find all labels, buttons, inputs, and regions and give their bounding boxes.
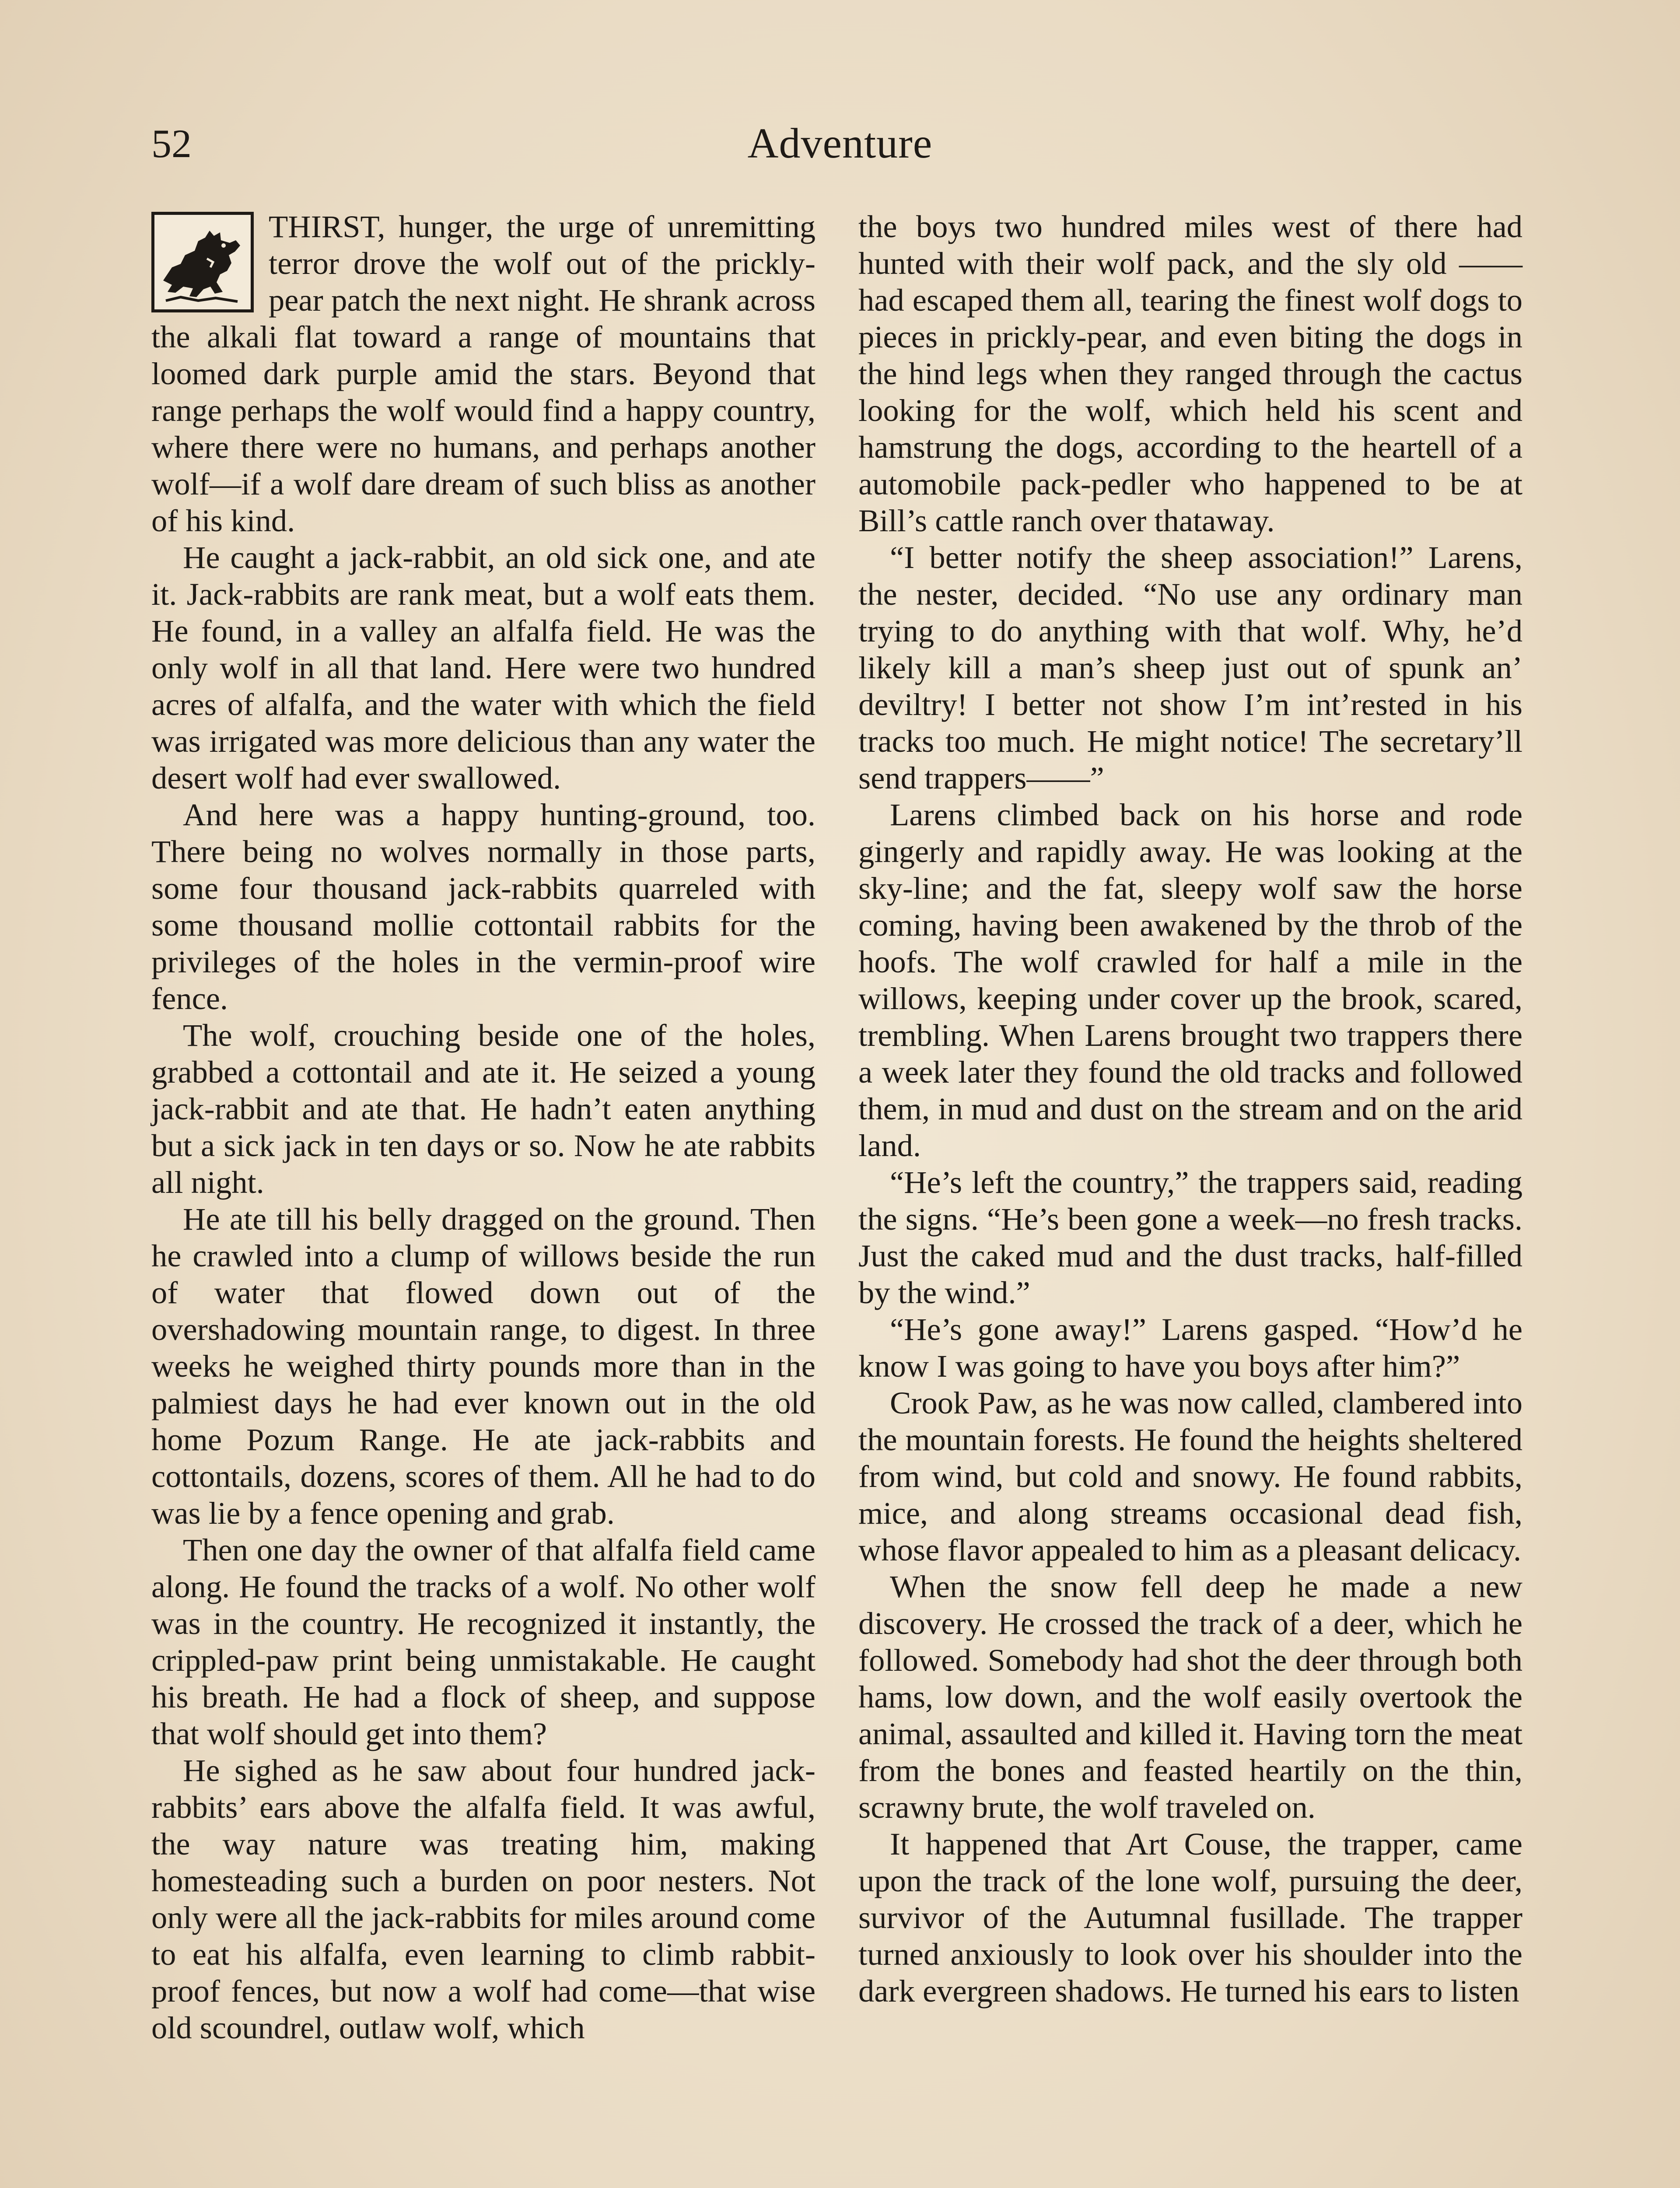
paragraph xyxy=(151,208,816,539)
opening-word: THIRST, xyxy=(269,209,385,244)
running-title: Adventure xyxy=(747,120,933,167)
paragraph: When the snow fell deep he made a new discovery. He crossed the track of a deer, which he followed. Somebody had shot the deer through both hams, low down, and the wolf easily overtook the animal, assaulted and killed it. Having torn the meat from the bones and feasted heartily on the thin, scrawny brute, the wolf traveled on. xyxy=(858,1569,1522,1825)
right-column xyxy=(858,208,1522,2009)
paragraph: Crook Paw, as he was now called, clambered into the mountain forests. He found the heights sheltered from wind, but cold and snowy. He found rabbits, mice, and along streams occasional dead fish, whose flavor appealed to him as a pleasant delicacy. xyxy=(858,1385,1522,1567)
paragraph: It happened that Art Couse, the trapper, came upon the track of the lone wolf, pursuing the deer, survivor of the Autumnal fusillade. The trapper turned anxiously to look over his shoulder into the dark evergreen shadows. He turned his ears to listen xyxy=(858,1826,1522,2009)
paragraph: “He’s gone away!” Larens gasped. “How’d he know I was going to have you boys after him?” xyxy=(858,1311,1522,1384)
paragraph: He ate till his belly dragged on the ground. Then he crawled into a clump of willows beside the run of water that flowed down out of the overshadowing mountain range, to digest. In three weeks he weighed thirty pounds more than in the palmiest days he had ever known out in the old home Pozum Range. He ate jack-rabbits and cottontails, dozens, scores of them. All he had to do was lie by a fence opening and grab. xyxy=(151,1201,816,1531)
paragraph: “I better notify the sheep association!” Larens, the nester, decided. “No use any ordinary man trying to do anything with that wolf. Why, he’d likely kill a man’s sheep just out of spunk an’ deviltry! I better not show I’m int’rested in his tracks too much. He might notice! The secretary’ll send trappers——” xyxy=(858,540,1522,796)
paragraph: He caught a jack-rabbit, an old sick one, and ate it. Jack-rabbits are rank meat, but a wolf eats them. He found, in a valley an alfalfa field. He was the only wolf in all that land. Here were two hundred acres of alfalfa, and the water with which the field was irrigated was more delicious than any water the desert wolf had ever swallowed. xyxy=(151,540,816,796)
paragraph: the boys two hundred miles west of there had hunted with their wolf pack, and the sly old —— had escaped them all, tearing the finest wolf dogs to pieces in prickly-pear, and even biting the dogs in the hind legs when they ranged through the cactus looking for the wolf, which held his scent and hamstrung the dogs, according to the heartell of a automobile pack-pedler who happened to be at Bill’s cattle ranch over thataway. xyxy=(858,209,1522,538)
paragraph: Then one day the owner of that alfalfa field came along. He found the tracks of a wolf. No other wolf was in the country. He recognized it instantly, the crippled-paw print being unmistakable. He caught his breath. He had a flock of sheep, and suppose that wolf should get into them? xyxy=(151,1532,816,1751)
wolf-icon xyxy=(151,212,254,312)
paragraph: He sighed as he saw about four hundred jack-rabbits’ ears above the alfalfa field. It was awful, the way nature was treating him, making homesteading such a burden on poor nesters. Not only were all the jack-rabbits for miles around come to eat his alfalfa, even learning to climb rabbit-proof fences, but now a wolf had come—that wise old scoundrel, outlaw wolf, which xyxy=(151,1753,816,2045)
paragraph: “He’s left the country,” the trappers said, reading the signs. “He’s been gone a week—no fresh tracks. Just the caked mud and the dust tracks, half-filled by the wind.” xyxy=(858,1164,1522,1310)
page-number: 52 xyxy=(151,121,192,166)
paragraph: Larens climbed back on his horse and rode gingerly and rapidly away. He was looking at the sky-line; and the fat, sleepy wolf saw the horse coming, having been awakened by the throb of the hoofs. The wolf crawled for half a mile in the willows, keeping under cover up the brook, scared, trembling. When Larens brought two trappers there a week later they found the old tracks and followed them, in mud and dust on the stream and on the arid land. xyxy=(858,797,1522,1163)
left-column xyxy=(151,208,816,2046)
paragraph: The wolf, crouching beside one of the holes, grabbed a cottontail and ate it. He seized a young jack-rabbit and ate that. He hadn’t eaten anything but a sick jack in ten days or so. Now he ate rabbits all night. xyxy=(151,1017,816,1200)
page-header xyxy=(151,117,1529,170)
paragraph: And here was a happy hunting-ground, too. There being no wolves normally in those parts, some four thousand jack-rabbits quarreled with some thousand mollie cottontail rabbits for the privileges of the holes in the vermin-proof wire fence. xyxy=(151,797,816,1016)
opening-text: hunger, the urge of unremitting terror drove the wolf out of the prickly-pear patch the next night. He shrank across the alkali flat toward a range of mountains that loomed dark purple amid the stars. Beyond that range perhaps the wolf would find a happy country, where there were no humans, and perhaps another wolf—if a wolf dare dream of such bliss as another of his kind. xyxy=(151,209,816,538)
